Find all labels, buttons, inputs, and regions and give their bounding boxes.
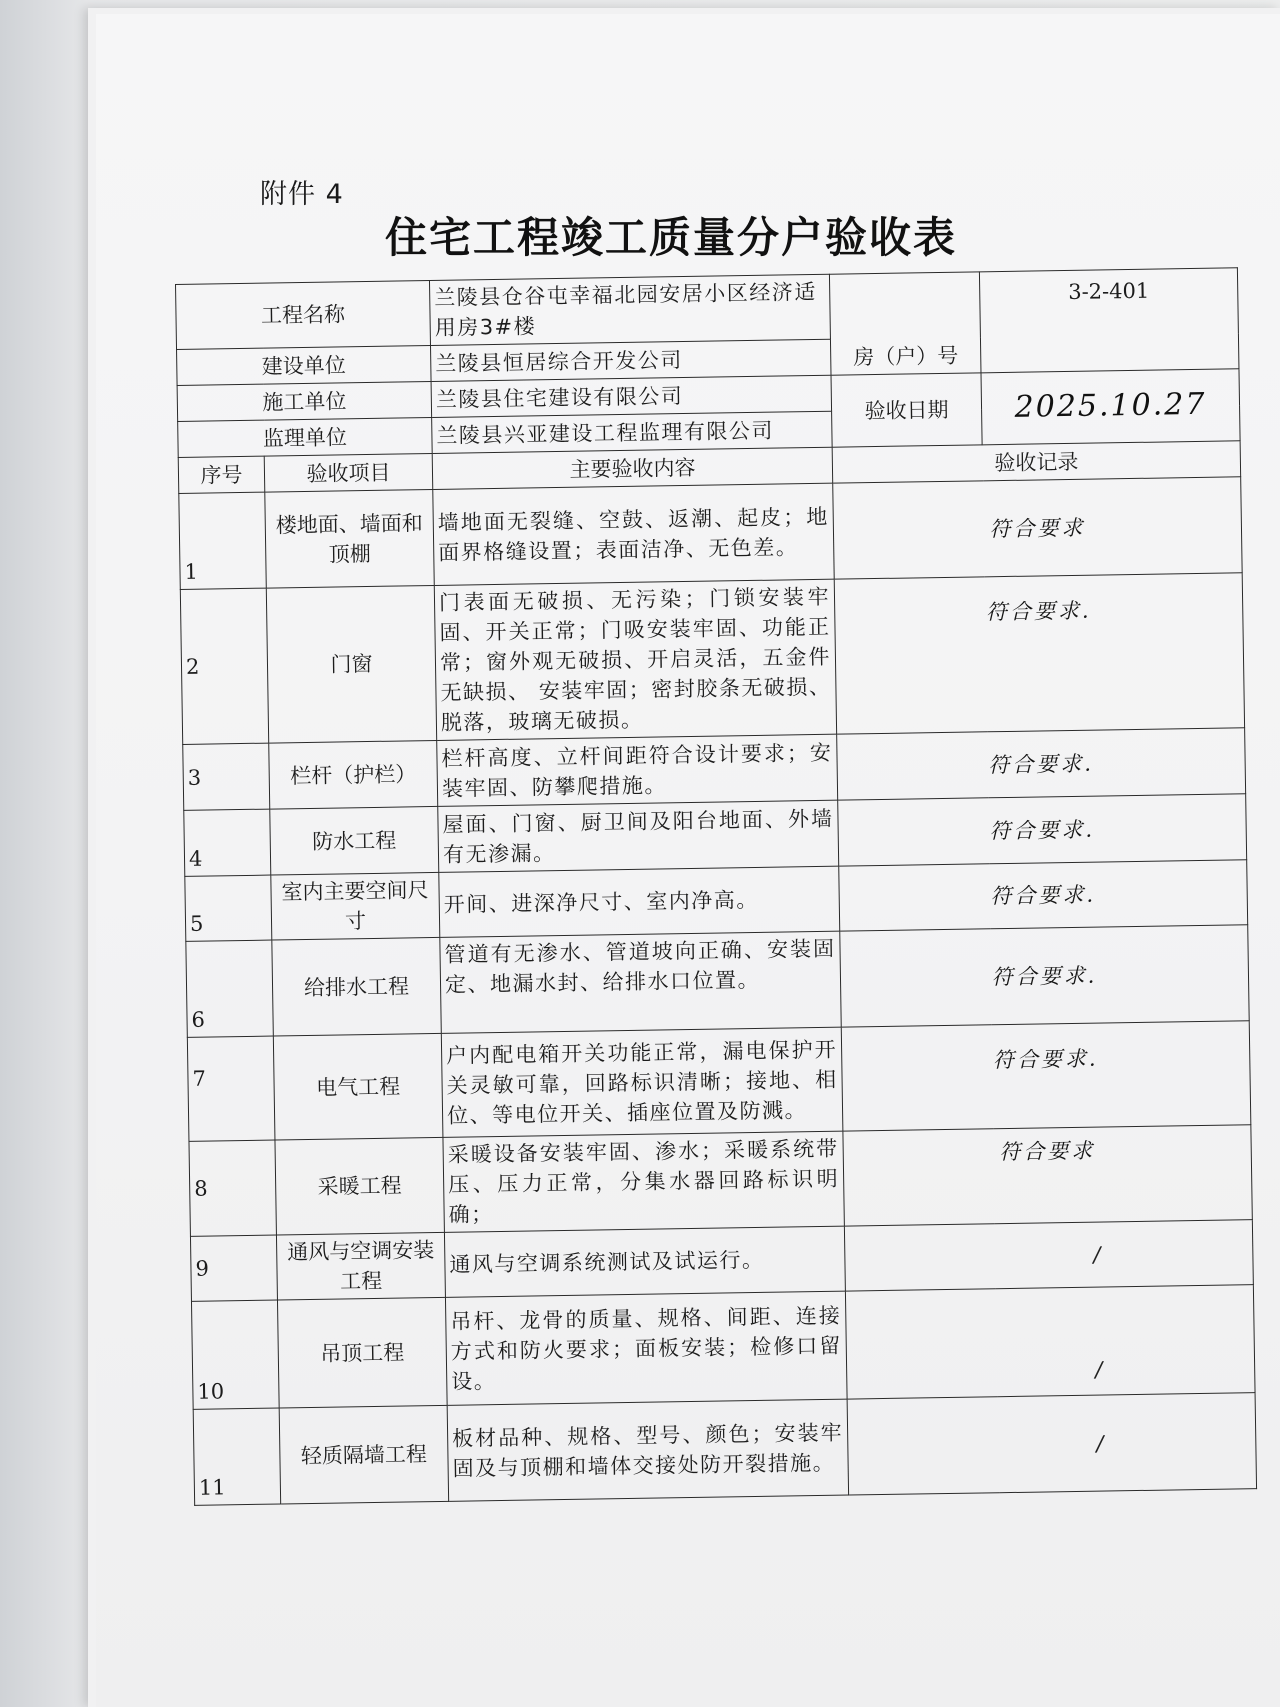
row-record-handwritten: 符合要求. xyxy=(841,1021,1251,1131)
row-no: 9 xyxy=(190,1235,277,1301)
house-no-value: 3-2-401 xyxy=(979,268,1239,373)
row-content: 户内配电箱开关功能正常，漏电保护开关灵敏可靠，回路标识清晰；接地、相位、等电位开关、插座位置及防溅。 xyxy=(441,1027,843,1137)
row-content: 板材品种、规格、型号、颜色；安装牢固及与顶棚和墙体交接处防开裂措施。 xyxy=(447,1399,848,1501)
row-no: 3 xyxy=(183,743,270,810)
supervisor-label: 监理单位 xyxy=(178,417,433,457)
row-no: 8 xyxy=(189,1140,276,1236)
row-no: 2 xyxy=(180,588,268,744)
row-record-handwritten: / xyxy=(847,1393,1256,1495)
row-content: 门表面无破损、无污染；门锁安装牢固、开关正常；门吸安装牢固、功能正常；窗外观无破损、开启灵活，五金件无缺损、 安装牢固；密封胶条无破损、脱落，玻璃无破损。 xyxy=(434,579,836,740)
supervisor-value: 兰陵县兴亚建设工程监理有限公司 xyxy=(432,411,833,453)
row-record-handwritten: 符合要求. xyxy=(838,794,1247,866)
acceptance-form-table xyxy=(175,267,1257,1506)
row-item: 室内主要空间尺寸 xyxy=(271,872,440,940)
row-record-handwritten: 符合要求. xyxy=(834,573,1244,734)
table-row xyxy=(186,925,1249,1038)
row-item: 门窗 xyxy=(266,585,436,743)
row-content: 开间、进深净尺寸、室内净高。 xyxy=(439,866,840,937)
row-no: 7 xyxy=(187,1036,275,1141)
row-record-handwritten: 符合要求 xyxy=(833,477,1242,579)
row-no: 5 xyxy=(185,875,272,941)
row-content: 栏杆高度、立杆间距符合设计要求；安装牢固、防攀爬措施。 xyxy=(437,734,838,806)
row-record-handwritten: / xyxy=(845,1285,1255,1399)
col-header-item: 验收项目 xyxy=(264,453,433,492)
row-item: 防水工程 xyxy=(270,806,439,875)
row-content: 采暖设备安装牢固、渗水；采暖系统带压、压力正常，分集水器回路标识明确； xyxy=(443,1131,844,1232)
contractor-label: 施工单位 xyxy=(177,381,432,421)
row-content: 吊杆、龙骨的质量、规格、间距、连接方式和防火要求；面板安装；检修口留设。 xyxy=(445,1291,847,1405)
row-content: 屋面、门窗、厨卫间及阳台地面、外墙有无渗漏。 xyxy=(438,800,839,872)
date-value xyxy=(981,369,1240,445)
table-row xyxy=(193,1393,1256,1506)
row-record-handwritten: 符合要求 xyxy=(843,1125,1252,1226)
col-header-record: 验收记录 xyxy=(832,441,1241,483)
row-no: 11 xyxy=(193,1408,280,1505)
col-header-content: 主要验收内容 xyxy=(432,447,833,489)
row-item: 通风与空调安装工程 xyxy=(276,1232,445,1300)
row-record-handwritten: / xyxy=(844,1220,1253,1291)
table-row xyxy=(180,573,1244,745)
row-item: 吊顶工程 xyxy=(277,1297,447,1408)
row-item: 给排水工程 xyxy=(272,937,441,1036)
table-row xyxy=(189,1125,1252,1237)
row-content: 墙地面无裂缝、空鼓、返潮、起皮；地面界格缝设置；表面洁净、无色差。 xyxy=(433,483,834,585)
table-row xyxy=(191,1285,1255,1410)
row-no: 6 xyxy=(186,940,273,1037)
row-record-handwritten: 符合要求. xyxy=(840,925,1249,1027)
row-item: 栏杆（护栏） xyxy=(269,740,438,809)
row-record-handwritten: 符合要求. xyxy=(839,860,1248,931)
row-no: 1 xyxy=(179,492,266,589)
page-title: 住宅工程竣工质量分户验收表 xyxy=(385,213,958,262)
builder-value: 兰陵县恒居综合开发公司 xyxy=(430,339,831,381)
contractor-value: 兰陵县住宅建设有限公司 xyxy=(431,375,832,417)
row-no: 10 xyxy=(191,1300,279,1409)
row-item: 轻质隔墙工程 xyxy=(279,1405,448,1504)
row-record-handwritten: 符合要求. xyxy=(837,728,1246,800)
table-row xyxy=(179,477,1242,590)
attachment-label: 附件 4 xyxy=(260,179,344,210)
row-item: 楼地面、墙面和顶棚 xyxy=(265,489,434,588)
col-header-no: 序号 xyxy=(178,456,265,493)
row-item: 采暖工程 xyxy=(275,1137,444,1235)
builder-label: 建设单位 xyxy=(177,345,432,385)
row-no: 4 xyxy=(184,809,271,876)
house-no-label: 房（户）号 xyxy=(829,272,981,375)
project-name-value: 兰陵县仓谷屯幸福北园安居小区经济适用房3#楼 xyxy=(429,274,830,345)
date-handwritten: 2025.10.27 xyxy=(1014,386,1207,425)
date-label: 验收日期 xyxy=(831,373,982,447)
row-content: 管道有无渗水、管道坡向正确、安装固定、地漏水封、给排水口位置。 xyxy=(440,931,841,1033)
table-row xyxy=(187,1021,1251,1142)
row-content: 通风与空调系统测试及试运行。 xyxy=(444,1226,845,1297)
project-name-label: 工程名称 xyxy=(176,281,431,350)
row-item: 电气工程 xyxy=(273,1033,443,1140)
